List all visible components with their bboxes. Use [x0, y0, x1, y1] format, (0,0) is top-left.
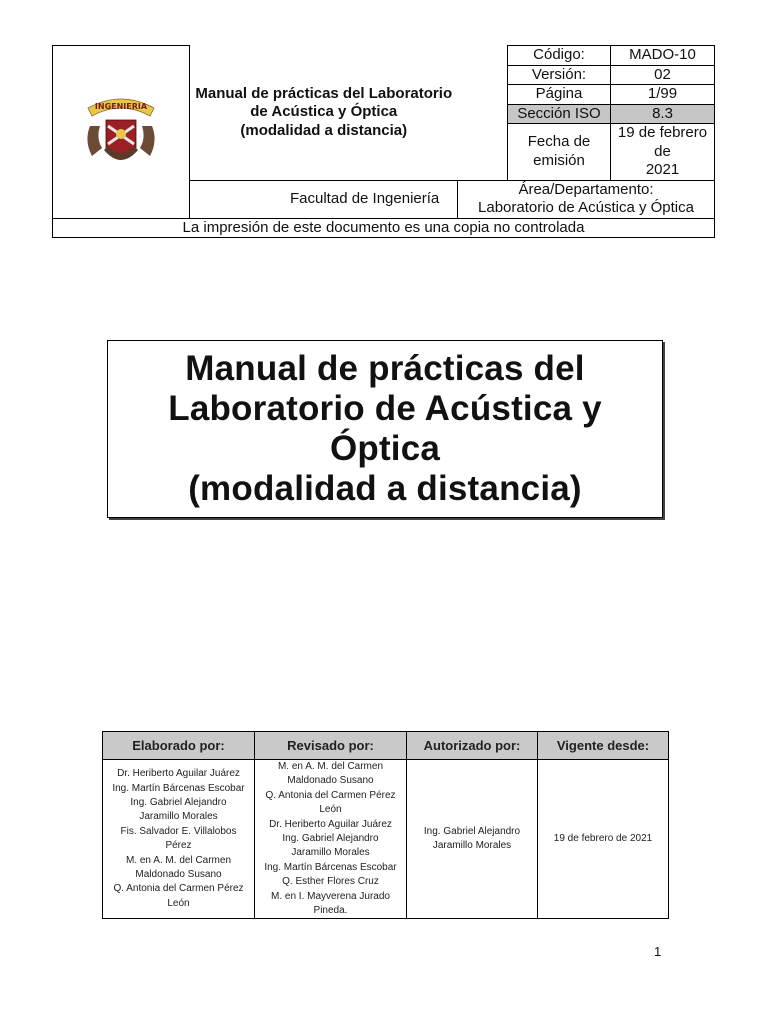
- vigente-date: 19 de febrero de 2021: [538, 760, 669, 919]
- doc-title-header: Manual de prácticas del Laboratorio de Acústica y Óptica (modalidad a distancia): [195, 84, 453, 139]
- date-value: 19 de febrero de 2021: [611, 124, 715, 181]
- header-vigente: Vigente desde:: [538, 732, 669, 760]
- version-label: Versión:: [508, 65, 611, 85]
- main-title: Manual de prácticas del Laboratorio de Acústica y Óptica (modalidad a distancia): [168, 349, 602, 508]
- logo-cell: [53, 46, 190, 219]
- header-autorizado: Autorizado por:: [407, 732, 538, 760]
- iso-label: Sección ISO: [508, 104, 611, 124]
- page-value: 1/99: [611, 85, 715, 105]
- area-department: Área/Departamento: Laboratorio de Acústica y Óptica: [458, 180, 715, 218]
- elaborado-list: Dr. Heriberto Aguilar Juárez Ing. Martín Bárcenas Escobar Ing. Gabriel Alejandro Jaramillo Morales Fis. Salvador E. Villalobos Pérez M. en A. M. del Carmen Maldonado Susano Q. Antonia del Carmen Pérez León: [103, 760, 255, 919]
- faculty-name: Facultad de Ingeniería: [190, 180, 458, 218]
- version-value: 02: [611, 65, 715, 85]
- code-value: MADO-10: [611, 46, 715, 66]
- main-title-box: [107, 340, 663, 518]
- iso-value: 8.3: [611, 104, 715, 124]
- code-label: Código:: [508, 46, 611, 66]
- page-label: Página: [508, 85, 611, 105]
- revisado-list: M. en A. M. del Carmen Maldonado Susano Q. Antonia del Carmen Pérez León Dr. Heriberto Aguilar Juárez Ing. Gabriel Alejandro Jaramillo Morales Ing. Martín Bárcenas Escobar Q. Esther Flores Cruz M. en I. Mayverena Jurado Pineda.: [255, 760, 407, 919]
- page-number: 1: [654, 944, 662, 959]
- uncontrolled-copy-notice: La impresión de este documento es una copia no controlada: [53, 218, 715, 238]
- header-revisado: Revisado por:: [255, 732, 407, 760]
- header-elaborado: Elaborado por:: [103, 732, 255, 760]
- date-label: Fecha de emisión: [508, 124, 611, 181]
- unam-engineering-logo: [82, 86, 160, 172]
- logo-ribbon-text: INGENIERIA: [94, 102, 148, 111]
- signatures-table: [102, 731, 668, 915]
- document-header: [52, 45, 714, 236]
- autorizado-list: Ing. Gabriel Alejandro Jaramillo Morales: [407, 760, 538, 919]
